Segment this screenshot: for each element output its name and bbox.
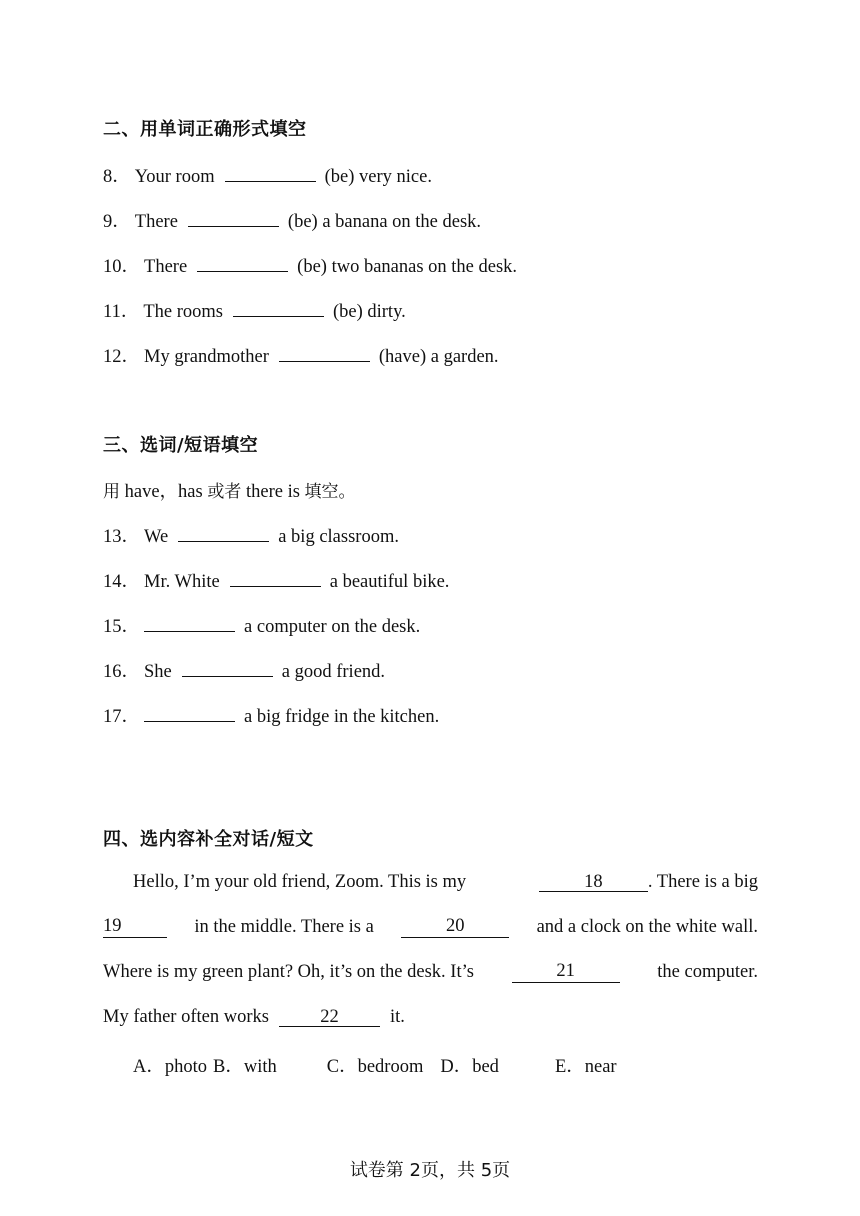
- section-3-instruction: [103, 477, 356, 503]
- answer-blank[interactable]: [188, 208, 279, 227]
- instruction-text: 用: [103, 482, 120, 502]
- option-c: C．bedroom: [326, 1057, 424, 1077]
- question-text: Mr. White: [144, 572, 220, 592]
- question-text: (be) two bananas on the desk.: [297, 257, 518, 277]
- section-3-title: 三、选词/短语填空: [103, 435, 259, 456]
- question-number: 12．: [103, 347, 141, 367]
- question-number: 14．: [103, 572, 141, 592]
- answer-blank[interactable]: [144, 613, 235, 632]
- question-text: (be) very nice.: [324, 167, 432, 187]
- passage-line-4: [103, 1007, 758, 1028]
- question-text: There: [144, 257, 188, 277]
- instruction-text: 或者: [207, 482, 242, 502]
- question-text: My grandmother: [144, 347, 269, 367]
- answer-blank[interactable]: [233, 298, 324, 317]
- option-b: B．with: [213, 1057, 277, 1077]
- option-a: A．photo: [133, 1057, 208, 1077]
- instruction-text: have，has: [120, 482, 208, 502]
- question-text: a big fridge in the kitchen.: [244, 707, 440, 727]
- answer-blank[interactable]: [182, 658, 273, 677]
- answer-blank[interactable]: [144, 703, 235, 722]
- question-text: (be) a banana on the desk.: [287, 212, 482, 232]
- question-text: (be) dirty.: [332, 302, 406, 322]
- question-number: 10．: [103, 257, 141, 277]
- question-text: The rooms: [143, 302, 223, 322]
- answer-blank[interactable]: [230, 568, 321, 587]
- answer-blank[interactable]: [225, 163, 316, 182]
- question-9: [103, 207, 481, 233]
- passage-line-3: [103, 962, 758, 983]
- question-text: There: [134, 212, 178, 232]
- question-number: 11．: [103, 302, 140, 322]
- question-number: 16．: [103, 662, 141, 682]
- passage-line-2: [103, 917, 758, 938]
- blank-20[interactable]: 20: [401, 917, 509, 938]
- question-text: a computer on the desk.: [244, 617, 421, 637]
- answer-blank[interactable]: [279, 343, 370, 362]
- answer-blank[interactable]: [178, 523, 269, 542]
- answer-options: [133, 1052, 617, 1078]
- question-text: (have) a garden.: [378, 347, 499, 367]
- passage-text: . There is a big: [647, 872, 758, 892]
- option-e: E．near: [554, 1057, 617, 1077]
- section-4-title: 四、选内容补全对话/短文: [103, 829, 314, 850]
- passage-line-1: [133, 872, 758, 893]
- question-text: She: [144, 662, 172, 682]
- option-d: D．bed: [440, 1057, 499, 1077]
- question-10: [103, 252, 517, 278]
- question-number: 17．: [103, 707, 141, 727]
- question-text: a good friend.: [281, 662, 386, 682]
- question-11: [103, 297, 406, 323]
- question-text: We: [144, 527, 169, 547]
- passage-text: in the middle. There is a: [194, 917, 374, 937]
- blank-19[interactable]: 19: [103, 917, 167, 938]
- question-text: Your room: [134, 167, 215, 187]
- blank-21[interactable]: 21: [512, 962, 620, 983]
- passage-text: it.: [389, 1007, 405, 1027]
- question-16: [103, 657, 385, 683]
- question-8: [103, 162, 432, 188]
- page-footer: 试卷第 2页，共 5页: [349, 1160, 511, 1181]
- question-17: [103, 702, 439, 728]
- question-14: [103, 567, 449, 593]
- blank-18[interactable]: 18: [539, 873, 648, 892]
- passage-text: Where is my green plant? Oh, it’s on the desk. It’s: [103, 962, 474, 982]
- question-13: [103, 522, 399, 548]
- question-12: [103, 342, 499, 368]
- question-text: a beautiful bike.: [329, 572, 450, 592]
- blank-22[interactable]: 22: [279, 1008, 380, 1027]
- question-number: 15．: [103, 617, 141, 637]
- passage-text: My father often works: [103, 1007, 269, 1027]
- answer-blank[interactable]: [197, 253, 288, 272]
- passage-text: the computer.: [657, 962, 758, 982]
- section-2-title: 二、用单词正确形式填空: [103, 119, 307, 140]
- question-text: a big classroom.: [278, 527, 399, 547]
- question-number: 8．: [103, 167, 131, 187]
- instruction-text: there is: [241, 482, 305, 502]
- question-15: [103, 612, 420, 638]
- instruction-text: 填空。: [304, 482, 356, 502]
- passage-text: Hello, I’m your old friend, Zoom. This is my: [133, 872, 467, 892]
- question-number: 9．: [103, 212, 131, 232]
- question-number: 13．: [103, 527, 141, 547]
- passage-text: and a clock on the white wall.: [536, 917, 758, 937]
